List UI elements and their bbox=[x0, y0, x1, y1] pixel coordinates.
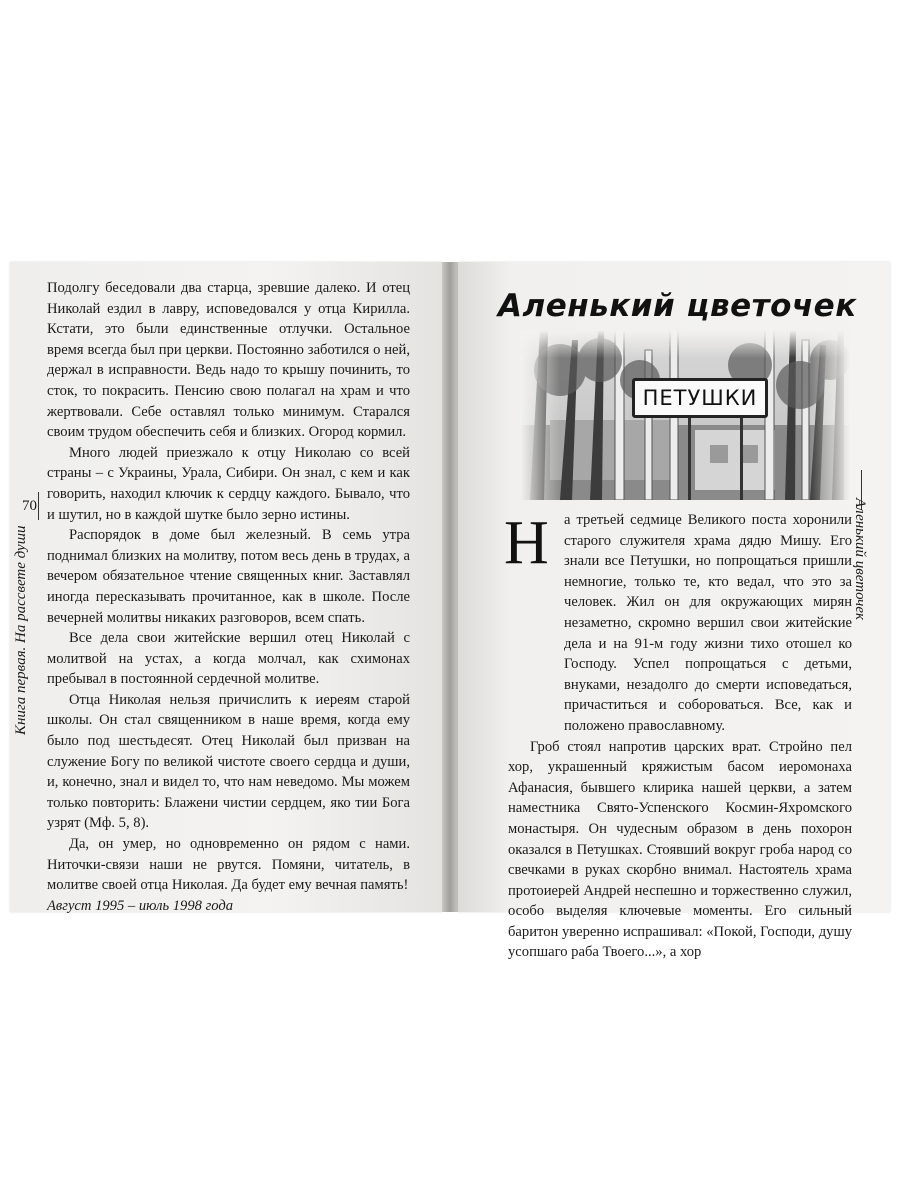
running-head-right: Аленький цветочек bbox=[852, 498, 868, 621]
paragraph: Гроб стоял напротив царских врат. Стройно пел хор, украшенный кряжистым басом иеромонаха Афанасия, бывшего клирика нашей церкви, а затем наместника Свято-Успенского Космин-Яхромского монастыря. Он чудесным образом в день похорон оказался в Петушках. Стоявший вокруг гроба народ со свечками в руках скорбно внимал. Настоятель храма протоиерей Андрей неспешно и торжественно служил, особо выделяя ключевые моменты. Его сильный баритон уверенно испрашивал: «Покой, Господи, душу усопшаго раба Твоего...», а хор bbox=[508, 738, 852, 961]
drop-cap: Н bbox=[504, 509, 549, 577]
date-line: Август 1995 – июль 1998 года bbox=[47, 897, 234, 914]
running-head-left: Книга первая. На рассвете души bbox=[13, 525, 29, 735]
paragraph: Все дела свои житейские вершил отец Николай с молитвой на устах, а когда молчал, как схимонах пребывал в постоянной сердечной молитве. bbox=[47, 630, 410, 688]
paragraph: Распорядок в доме был железный. В семь утра поднимал близких на молитву, потом весь день в трудах, а вечером обязательное чтение священных книг. Заставлял иногда пересказывать прочитанное, как в школе. После вечерней молитвы никаких разговоров, всем спать. bbox=[47, 527, 410, 626]
page-number: 70 bbox=[22, 498, 37, 514]
book-gutter bbox=[442, 262, 458, 912]
right-page-body bbox=[508, 510, 852, 963]
paragraph: Да, он умер, но одновременно он рядом с нами. Ниточки-связи наши не рвутся. Помяни, читатель, в молитве своей отца Николая. Да будет ему вечная память! bbox=[47, 836, 410, 894]
chapter-title: Аленький цветочек bbox=[498, 288, 857, 324]
paragraph: а третьей седмице Великого поста хоронили старого служителя храма дядю Мишу. Его знали все Петушки, но попрощаться пришли немногие, только те, кто ведал, что это за человек. Жил он для окружающих мирян незаметно, скромно вершил свои житейские дела и на 91-м году жизни тихо отошел ко Господу. Успел попрощаться с детьми, внуками, незадолго до смерти исповедаться, причаститься и собороваться. Все, как и положено православному. bbox=[564, 512, 852, 734]
petushki-sign: ПЕТУШКИ bbox=[632, 378, 768, 418]
paragraph: Подолгу беседовали два старца, зревшие далеко. И отец Николай ездил в лавру, исповедовался у отца Кирилла. Кстати, это были единственные отлучки. Остальное время всегда был при церкви. Постоянно заботился о ней, держал в исправности. Ведь надо то крышу починить, то сток, то покрасить. Пенсию свою полагал на храм и что жертвовали. Себе оставлял только минимум. Старался своим трудом обеспечить себя и близких. Огород кормил. bbox=[47, 280, 410, 441]
paragraph: Много людей приезжало к отцу Николаю со всей страны – с Украины, Урала, Сибири. Он знал, с кем и как говорить, находил ключик к сердцу каждого. Бывало, что и шутил, но в каждой шутке было зерно истины. bbox=[47, 444, 410, 523]
running-head-rule bbox=[38, 492, 39, 520]
paragraph: Отца Николая нельзя причислить к иереям старой школы. Он стал священником в наше время, когда ему было под шестьдесят. Отец Николай был призван на служение Богу по великой чистоте своего сердца и души, и, конечно, знал и видел то, что нам неведомо. Мы можем только повторить: Блажени чистии сердцем, яко тии Бога узрят (Мф. 5, 8). bbox=[47, 691, 410, 832]
left-page-body bbox=[47, 278, 410, 916]
